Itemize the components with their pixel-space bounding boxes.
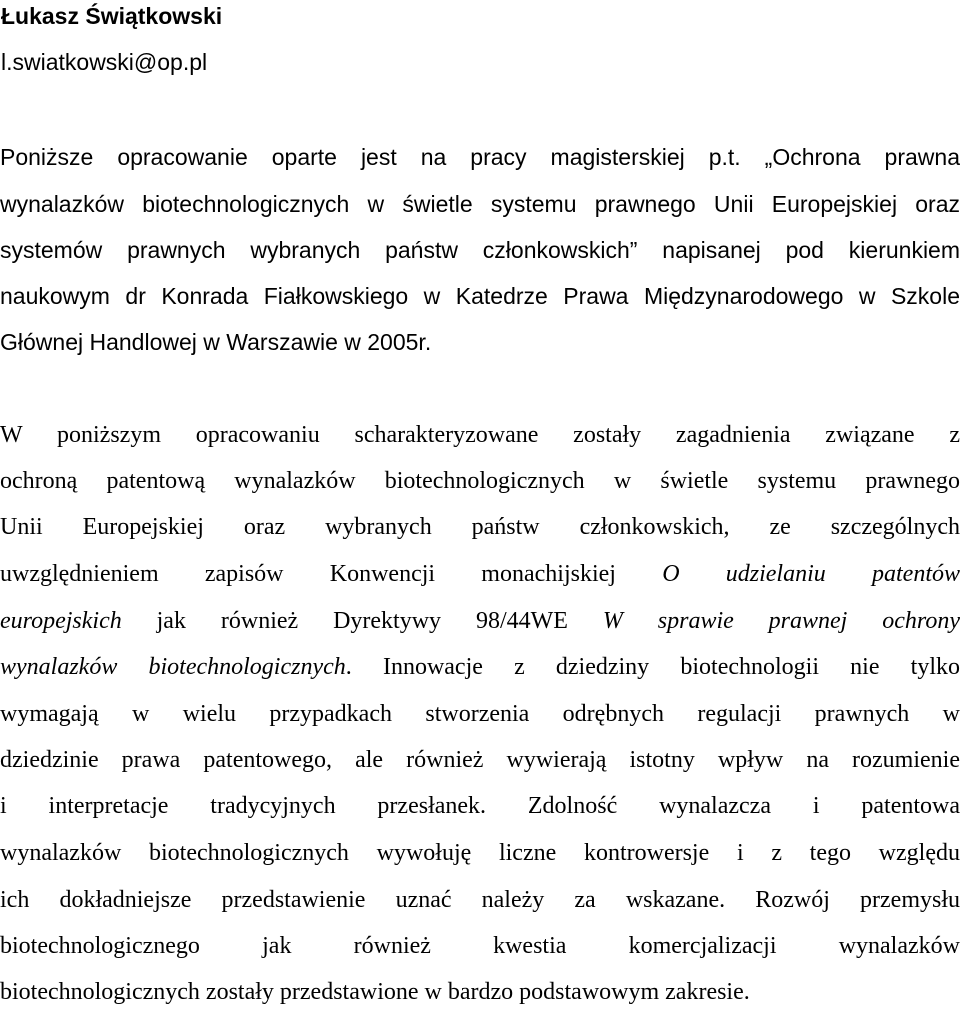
body-line: i interpretacje tradycyjnych przesłanek. Zdolność wynalazcza i patentowa <box>0 793 960 819</box>
body-line <box>0 605 960 637</box>
intro-line: Poniższe opracowanie oparte jest na pracy magisterskiej p.t. „Ochrona prawna <box>0 144 960 170</box>
directive-title-end: wynalazków biotechnologicznych <box>0 654 346 680</box>
body-line <box>0 558 960 590</box>
body-line: Unii Europejskiej oraz wybranych państw członkowskich, ze szczególnych <box>0 514 960 540</box>
directive-title: W sprawie prawnej ochrony <box>602 608 960 634</box>
author-name: Łukasz Świątkowski <box>1 3 223 29</box>
body-line: wynalazków biotechnologicznych wywołuję liczne kontrowersje i z tego względu <box>0 840 960 866</box>
body-line: biotechnologicznych zostały przedstawione w bardzo podstawowym zakresie. <box>0 979 750 1005</box>
intro-line: systemów prawnych wybranych państw członkowskich” napisanej pod kierunkiem <box>0 237 960 263</box>
body-line: ochroną patentową wynalazków biotechnologicznych w świetle systemu prawnego <box>0 468 960 494</box>
body-text: . Innowacje z dziedziny biotechnologii nie tylko <box>345 654 960 680</box>
convention-title-end: europejskich <box>0 608 122 634</box>
intro-line: wynalazków biotechnologicznych w świetle systemu prawnego Unii Europejskiej oraz <box>0 191 960 217</box>
body-line: wymagają w wielu przypadkach stworzenia odrębnych regulacji prawnych w <box>0 701 960 727</box>
author-email: l.swiatkowski@op.pl <box>1 49 208 75</box>
intro-line: Głównej Handlowej w Warszawie w 2005r. <box>0 329 432 355</box>
intro-line: naukowym dr Konrada Fiałkowskiego w Katedrze Prawa Międzynarodowego w Szkole <box>0 283 960 309</box>
body-text: jak również Dyrektywy 98/44WE <box>121 608 603 634</box>
body-line: biotechnologicznego jak również kwestia komercjalizacji wynalazków <box>0 933 960 959</box>
body-line: W poniższym opracowaniu scharakteryzowane zostały zagadnienia związane z <box>0 422 960 448</box>
body-line: dziedzinie prawa patentowego, ale również wywierają istotny wpływ na rozumienie <box>0 747 960 773</box>
convention-title: O udzielaniu patentów <box>662 561 960 587</box>
body-line <box>0 651 960 683</box>
body-text: uwzględnieniem zapisów Konwencji monachijskiej <box>0 561 663 587</box>
body-line: ich dokładniejsze przedstawienie uznać należy za wskazane. Rozwój przemysłu <box>0 887 960 913</box>
